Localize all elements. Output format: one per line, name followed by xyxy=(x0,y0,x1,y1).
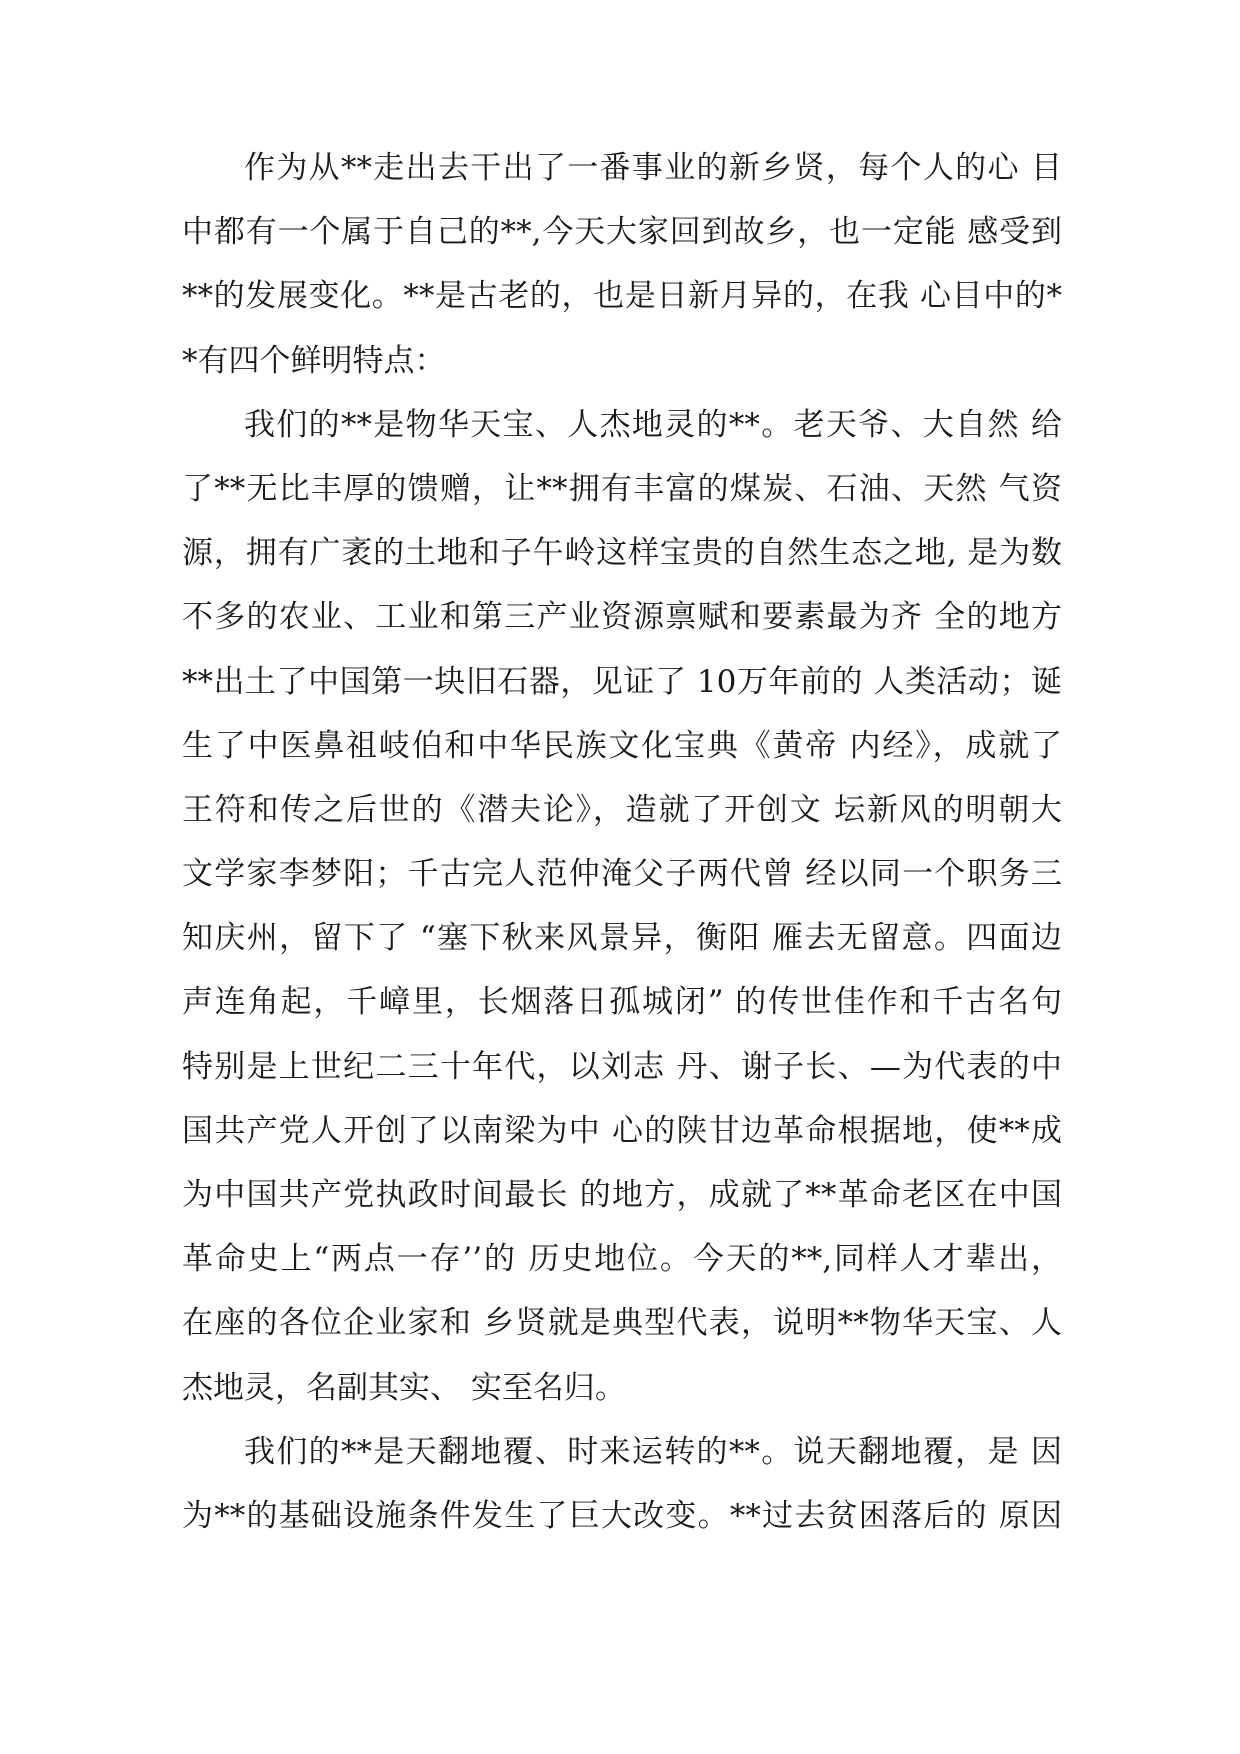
text-line: **出土了中国第一块旧石器，见证了 10万年前的 人类活动；诞 xyxy=(182,663,1062,700)
text-line: 声连角起，千嶂里，长烟落日孤城闭” 的传世佳作和千古名句 xyxy=(182,984,1062,1021)
text-line: *有四个鲜明特点： xyxy=(182,342,446,379)
document-body xyxy=(182,136,1062,1548)
text-line: 了**无比丰厚的馈赠，让**拥有丰富的煤炭、石油、天然 气资 xyxy=(182,470,1062,507)
text-line: 源，拥有广袤的土地和子午岭这样宝贵的自然生态之地, 是为数 xyxy=(182,535,1062,572)
text-line: 为中国共产党执政时间最长 的地方，成就了**革命老区在中国 xyxy=(182,1177,1062,1213)
text-line: 不多的农业、工业和第三产业资源禀赋和要素最为齐 全的地方 xyxy=(182,599,1062,636)
text-line: 我们的**是天翻地覆、时来运转的**。说天翻地覆，是 因 xyxy=(244,1433,1062,1470)
text-line: 王符和传之后世的《潜夫论》，造就了开创文 坛新风的明朝大 xyxy=(182,791,1062,828)
text-line: 生了中医鼻祖岐伯和中华民族文化宝典《黄帝 内经》，成就了 xyxy=(182,727,1062,764)
text-line: **的发展变化。**是古老的，也是日新月异的，在我 心目中的* xyxy=(182,278,1062,315)
text-line: 杰地灵，名副其实、 实至名归。 xyxy=(182,1369,626,1406)
text-line: 中都有一个属于自己的**,今天大家回到故乡，也一定能 感受到 xyxy=(182,214,1062,251)
text-line: 文学家李梦阳；千古完人范仲淹父子两代曾 经以同一个职务三 xyxy=(182,856,1062,893)
text-line: 作为从**走出去干出了一番事业的新乡贤，每个人的心 目 xyxy=(244,150,1062,186)
text-line: 我们的**是物华天宝、人杰地灵的**。老天爷、大自然 给 xyxy=(244,406,1062,443)
text-line: 特别是上世纪二三十年代，以刘志 丹、谢子长、—为代表的中 xyxy=(182,1048,1062,1085)
text-line: 知庆州，留下了 “塞下秋来风景异，衡阳 雁去无留意。四面边 xyxy=(182,920,1062,957)
text-line: 国共产党人开创了以南梁为中 心的陕甘边革命根据地，使**成 xyxy=(182,1112,1062,1149)
text-line: 为**的基础设施条件发生了巨大改变。**过去贫困落后的 原因 xyxy=(182,1497,1062,1534)
text-line: 革命史上“两点一存’’的 历史地位。今天的**,同样人才辈出， xyxy=(182,1241,1062,1278)
text-line: 在座的各位企业家和 乡贤就是典型代表，说明**物华天宝、人 xyxy=(182,1305,1062,1342)
